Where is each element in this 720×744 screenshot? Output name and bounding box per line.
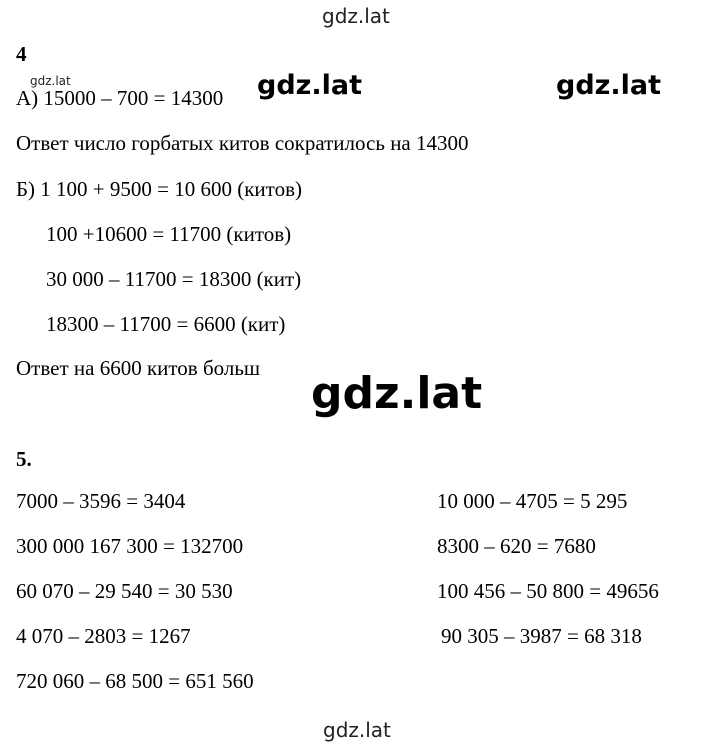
watermark-mid-right: gdz.lat [556,70,662,101]
task4-step-1: 100 +10600 = 11700 (китов) [46,222,292,246]
task5-right-4: 90 305 – 3987 = 68 318 [441,624,642,648]
task5-right-2: 8300 – 620 = 7680 [437,534,596,558]
task4-answer-a: Ответ число горбатых китов сократилось на 14300 [16,131,469,155]
task4-number: 4 [16,42,27,66]
watermark-top: gdz.lat [322,4,390,28]
task5-left-2: 300 000 167 300 = 132700 [16,534,244,558]
task4-line-a: А) 15000 – 700 = 14300 [16,86,224,110]
task5-right-3: 100 456 – 50 800 = 49656 [437,579,659,603]
watermark-large: gdz.lat [311,368,483,419]
task5-left-4: 4 070 – 2803 = 1267 [16,624,191,648]
task5-left-1: 7000 – 3596 = 3404 [16,489,186,513]
task5-left-3: 60 070 – 29 540 = 30 530 [16,579,233,603]
task5-right-1: 10 000 – 4705 = 5 295 [437,489,628,513]
task5-left-5: 720 060 – 68 500 = 651 560 [16,669,254,693]
task4-step-3: 18300 – 11700 = 6600 (кит) [46,312,286,336]
task4-line-b: Б) 1 100 + 9500 = 10 600 (китов) [16,177,302,201]
task5-number: 5. [16,447,32,471]
watermark-small: gdz.lat [30,74,71,88]
task4-step-2: 30 000 – 11700 = 18300 (кит) [46,267,302,291]
watermark-mid-left: gdz.lat [257,70,363,101]
watermark-bottom: gdz.lat [323,718,391,742]
task4-answer-b: Ответ на 6600 китов больш [16,356,261,380]
